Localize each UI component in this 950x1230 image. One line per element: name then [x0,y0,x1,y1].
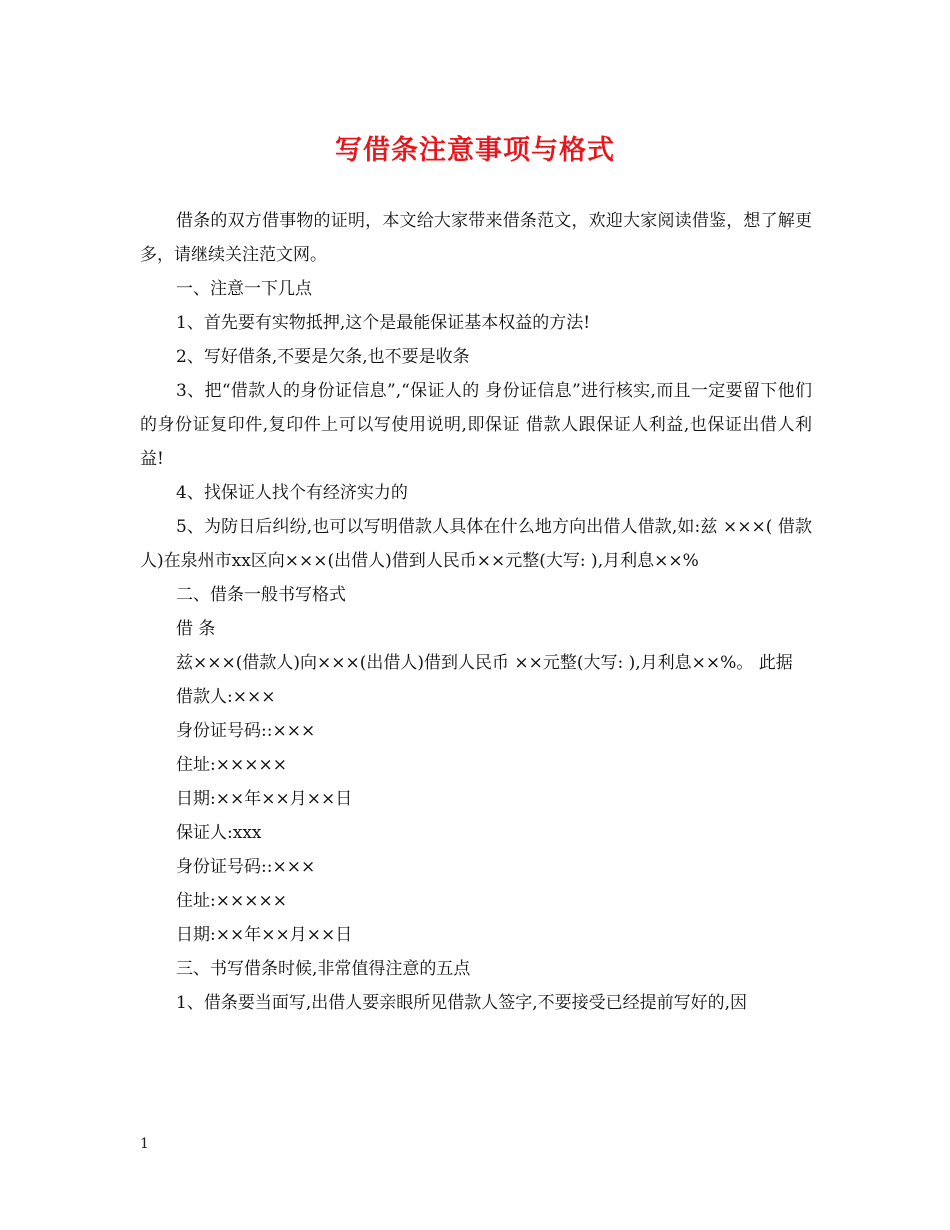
address-line: 住址:××××× [176,755,287,775]
borrower-line: 借款人:××× [176,687,276,707]
id-number-line: 身份证号码::××× [176,857,316,877]
intro-paragraph: 借条的双方借事物的证明，本文给大家带来借条范文，欢迎大家阅读借鉴，想了解更多，请继续关注范文网。 [140,211,812,265]
section-heading-2: 二、借条一般书写格式 [176,585,346,605]
iou-heading: 借 条 [176,619,216,639]
date-line: 日期:××年××月××日 [176,789,353,809]
paragraph: 1、首先要有实物抵押,这个是最能保证基本权益的方法! [176,313,591,333]
id-number-line: 身份证号码::××× [176,721,316,741]
paragraph: 2、写好借条,不要是欠条,也不要是收条 [176,347,470,367]
iou-body: 兹×××(借款人)向×××(出借人)借到人民币 ××元整(大写: ),月利息××%。 此据 [176,653,793,673]
section-heading-1: 一、注意一下几点 [176,279,312,299]
document-body [140,204,812,1020]
paragraph: 4、找保证人找个有经济实力的 [176,483,408,503]
paragraph: 3、把“借款人的身份证信息”,“保证人的 身份证信息”进行核实,而且一定要留下他们的身份证复印件,复印件上可以写使用说明,即保证 借款人跟保证人利益,也保证出借人利益! [140,381,812,469]
section-heading-3: 三、书写借条时候,非常值得注意的五点 [176,959,471,979]
page-number: 1 [140,1136,149,1152]
guarantor-line: 保证人:xxx [176,823,262,843]
date-line: 日期:××年××月××日 [176,925,353,945]
address-line: 住址:××××× [176,891,287,911]
paragraph: 5、为防日后纠纷,也可以写明借款人具体在什么地方向出借人借款,如:兹 ×××( 借款人)在泉州市xx区向×××(出借人)借到人民币××元整(大写: ),月利息××% [140,517,812,571]
paragraph: 1、借条要当面写,出借人要亲眼所见借款人签字,不要接受已经提前写好的,因 [176,993,748,1013]
page-title: 写借条注意事项与格式 [335,135,615,166]
